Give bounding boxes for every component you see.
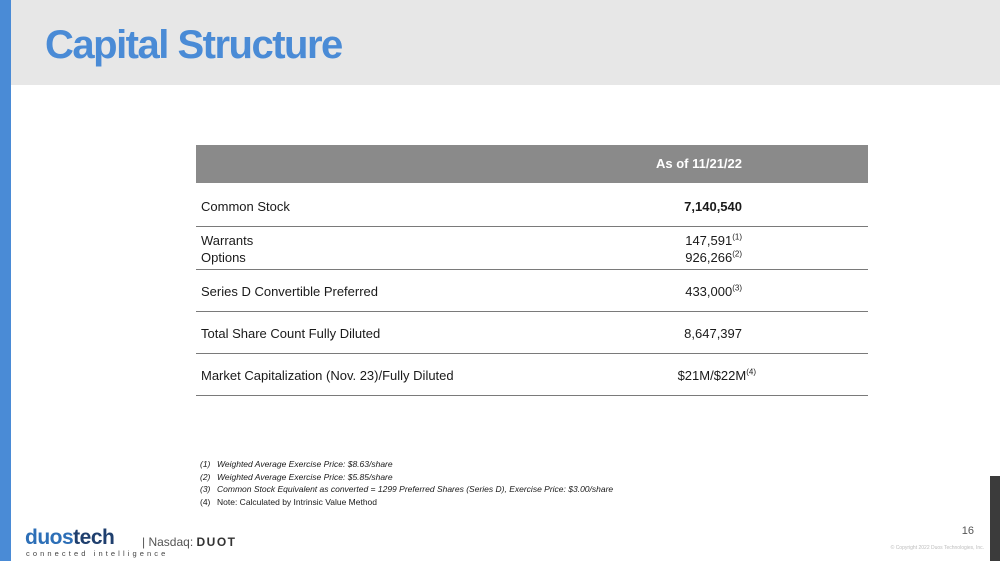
footnote-ref: (4)	[746, 367, 756, 377]
row-value: 7,140,540	[684, 199, 742, 214]
table-row	[196, 227, 868, 270]
logo-tagline: connected intelligence	[26, 549, 169, 558]
table-row	[196, 183, 868, 227]
footnote-item: (2) Weighted Average Exercise Price: $5.85/share	[200, 471, 393, 482]
table-header	[196, 145, 868, 183]
table-row	[196, 354, 868, 396]
footnote-ref: (3)	[732, 283, 742, 293]
table-row	[196, 312, 868, 354]
footnote-ref: (2)	[732, 249, 742, 259]
column-header-date: As of 11/21/22	[656, 156, 742, 171]
footnote-ref: (1)	[732, 232, 742, 242]
row-label: Total Share Count Fully Diluted	[201, 326, 381, 341]
left-accent-bar	[0, 0, 11, 561]
duostech-logo	[25, 526, 169, 558]
row-label: Market Capitalization (Nov. 23)/Fully Diluted	[201, 368, 454, 383]
footnotes	[200, 458, 613, 508]
footnote-item: (3) Common Stock Equivalent as converted = 1299 Preferred Shares (Series D), Exercise Price: $3.00/share	[200, 484, 614, 494]
right-edge-tab	[990, 476, 1000, 561]
row-value: $\$21M/\$22M^{(4)}$	[677, 367, 756, 383]
row-label: Series D Convertible Preferred	[201, 284, 379, 299]
logo-wordmark: duostech	[25, 526, 115, 549]
page-number: 16	[961, 525, 974, 537]
row-label: Options	[201, 250, 246, 265]
row-value: 926,266$^{(2)}$	[685, 249, 742, 265]
footnote-item: (1) Weighted Average Exercise Price: $8.63/share	[200, 459, 393, 469]
row-value: 8,647,397	[684, 326, 742, 341]
page-title: Capital Structure	[45, 23, 342, 67]
table-row	[196, 270, 868, 312]
capital-structure-table	[196, 145, 868, 396]
nasdaq-ticker: | Nasdaq: DUOT	[142, 535, 237, 549]
row-label: Warrants	[201, 233, 254, 248]
row-value: 433,000$^{(3)}$	[685, 283, 742, 299]
copyright-text: © Copyright 2022 Duos Technologies, Inc.	[890, 545, 984, 551]
row-label: Common Stock	[201, 199, 290, 214]
row-value: 147,591$^{(1)}$	[685, 232, 742, 248]
footnote-item: (4) Note: Calculated by Intrinsic Value Method	[200, 496, 378, 507]
